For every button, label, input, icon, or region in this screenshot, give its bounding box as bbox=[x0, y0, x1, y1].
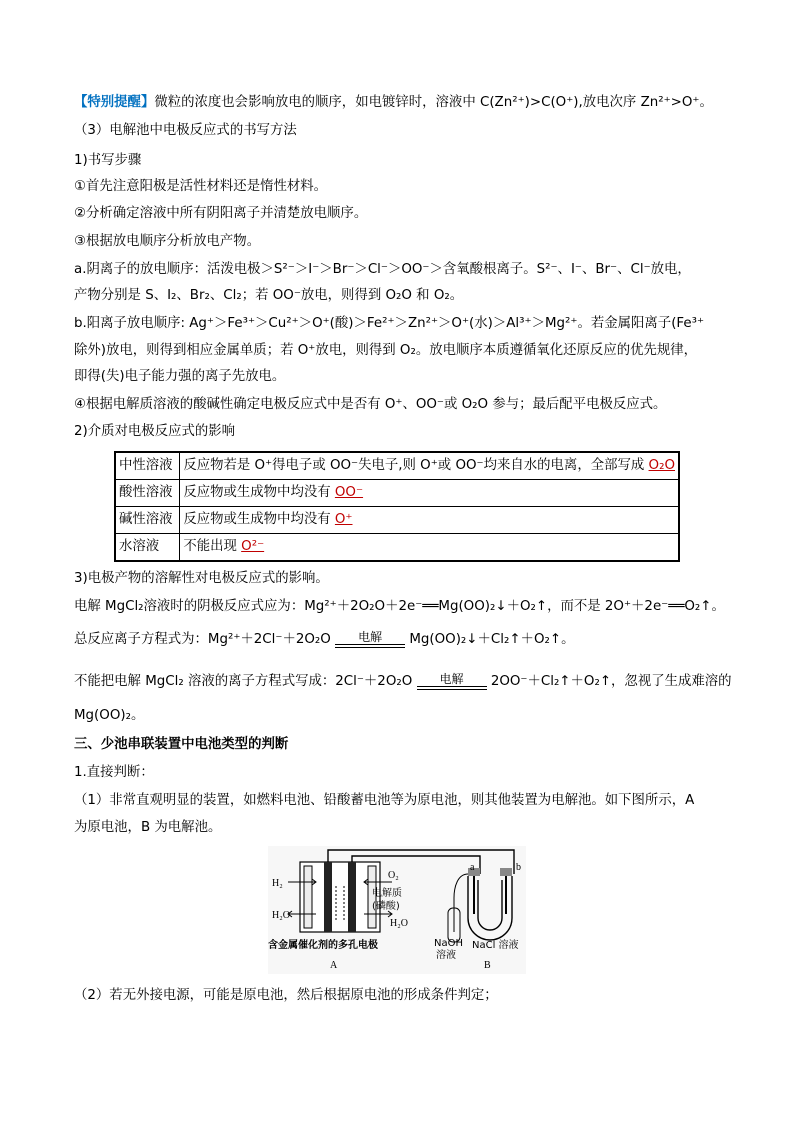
table-row bbox=[115, 534, 679, 562]
anion-order-line-1: a.阴离子的放电顺序：活泼电极＞S²⁻＞I⁻＞Br⁻＞Cl⁻＞OO⁻＞含氧酸根离子。S²⁻、I⁻、Br⁻、Cl⁻放电， bbox=[74, 262, 691, 277]
anion-order-line-2: 产物分别是 S、I₂、Br₂、Cl₂；若 OO⁻放电，则得到 O₂O 和 O₂。 bbox=[74, 288, 464, 303]
row-text: 反应物若是 O⁺得电子或 OO⁻失电子,则 O⁺或 OO⁻均来自水的电离，全部写成 bbox=[183, 458, 649, 473]
cation-order-line-2: 除外)放电，则得到相应金属单质；若 O⁺放电，则得到 O₂。放电顺序本质遵循氧化还原反应的优先规律， bbox=[74, 343, 698, 358]
letter-a: A bbox=[330, 960, 338, 971]
wrong-equation-left: 不能把电解 MgCl₂ 溶液的离子方程式写成：2Cl⁻＋2O₂O bbox=[74, 674, 413, 689]
stopper-right bbox=[500, 868, 512, 876]
electrode-right bbox=[348, 862, 356, 932]
media-effect-table bbox=[114, 451, 680, 562]
media-title: 2)介质对电极反应式的影响 bbox=[74, 424, 236, 439]
row-answer: OO⁻ bbox=[334, 485, 364, 500]
table-key-cell: 水溶液 bbox=[115, 534, 180, 562]
electrolysis-condition-arrow bbox=[335, 630, 405, 648]
step-4: ④根据电解质溶液的酸碱性确定电极反应式中是否有 O⁺、OO⁻或 O₂O 参与；最后配平电极反应式。 bbox=[74, 397, 667, 412]
table-key-cell: 酸性溶液 bbox=[115, 480, 180, 507]
cation-order-line-3: 即得(失)电子能力强的离子先放电。 bbox=[74, 369, 286, 384]
table-row bbox=[115, 480, 679, 507]
row-text: 反应物或生成物中均没有 bbox=[183, 512, 335, 527]
label-o2: O₂ bbox=[388, 870, 399, 881]
battery-figure bbox=[268, 846, 526, 974]
row-text: 不能出现 bbox=[183, 539, 242, 554]
label-naoh: NaOH bbox=[434, 938, 463, 949]
gas-chamber bbox=[304, 866, 312, 928]
condition-text: 电解 bbox=[439, 672, 464, 686]
total-equation-line bbox=[74, 622, 574, 658]
row-text: 反应物或生成物中均没有 bbox=[183, 485, 335, 500]
table-value-cell bbox=[180, 480, 679, 507]
wrong-equation-right: 2OO⁻＋Cl₂↑＋O₂↑，忽视了生成难溶的 bbox=[490, 674, 732, 689]
table-value-cell bbox=[180, 534, 679, 562]
row-answer: O⁺ bbox=[334, 512, 353, 527]
label-h2o-right: H₂O bbox=[390, 918, 408, 929]
label-phosphoric: (磷酸) bbox=[372, 901, 400, 912]
label-solution: 溶液 bbox=[436, 950, 456, 961]
section-title: 三、少池串联装置中电池类型的判断 bbox=[74, 737, 289, 752]
direct-title: 1.直接判断： bbox=[74, 765, 154, 780]
table-row bbox=[115, 507, 679, 534]
table-value-cell bbox=[180, 452, 679, 480]
label-electrolyte: 电解质 bbox=[372, 888, 402, 899]
caption-a: 含金属催化剂的多孔电极 bbox=[268, 940, 378, 951]
steps-title: 1)书写步骤 bbox=[74, 153, 142, 168]
label-nacl: NaCl 溶液 bbox=[472, 940, 519, 951]
table-key-cell: 碱性溶液 bbox=[115, 507, 180, 534]
label-h2: H₂ bbox=[272, 878, 283, 889]
paragraph-2: （2）若无外接电源，可能是原电池，然后根据原电池的形成条件判定； bbox=[74, 988, 498, 1003]
row-answer: O²⁻ bbox=[241, 539, 265, 554]
row-answer: O₂O bbox=[648, 458, 675, 473]
table-row bbox=[115, 452, 679, 480]
table-key-cell: 中性溶液 bbox=[115, 452, 180, 480]
table-value-cell bbox=[180, 507, 679, 534]
delivery-tube bbox=[454, 874, 468, 932]
label-h2o-left: H₂O bbox=[272, 910, 290, 921]
cation-order-line-1: b.阳离子放电顺序: Ag⁺＞Fe³⁺＞Cu²⁺＞O⁺(酸)＞Fe²⁺＞Zn²⁺＞O⁺(水)＞Al³⁺＞Mg²⁺。若金属阳离子(Fe³⁺ bbox=[74, 316, 705, 331]
u-tube-inner bbox=[478, 880, 502, 930]
tip-bracket: 【特别提醒】 bbox=[74, 95, 155, 110]
tip-text: 微粒的浓度也会影响放电的顺序，如电镀锌时，溶液中 C(Zn²⁺)>C(O⁺),放电次序 Zn²⁺>O⁺。 bbox=[154, 95, 713, 110]
step-2: ②分析确定溶液中所有阴阳离子并清楚放电顺序。 bbox=[74, 206, 368, 221]
mgcl2-cathode-line: 电解 MgCl₂溶液时的阴极反应式应为：Mg²⁺＋2O₂O＋2e⁻══Mg(OO)₂↓＋O₂↑，而不是 2O⁺＋2e⁻══O₂↑。 bbox=[74, 599, 725, 614]
letter-b: B bbox=[484, 960, 491, 971]
direct-paragraph-line-2: 为原电池，B 为电解池。 bbox=[74, 820, 222, 835]
direct-paragraph-line-1: （1）非常直观明显的装置，如燃料电池、铅酸蓄电池等为原电池，则其他装置为电解池。如下图所示，A bbox=[74, 793, 695, 808]
label-a: a bbox=[470, 862, 475, 873]
total-equation-right: Mg(OO)₂↓＋Cl₂↑＋O₂↑。 bbox=[409, 632, 575, 647]
total-equation-left: 总反应离子方程式为：Mg²⁺＋2Cl⁻＋2O₂O bbox=[74, 632, 331, 647]
condition-text: 电解 bbox=[358, 630, 383, 644]
step-1: ①首先注意阳极是活性材料还是惰性材料。 bbox=[74, 179, 328, 194]
special-tip bbox=[74, 93, 713, 113]
section-3-title: （3）电解池中电极反应式的书写方法 bbox=[74, 123, 297, 138]
electrolysis-condition-arrow bbox=[417, 672, 487, 690]
wrong-equation-line bbox=[74, 664, 732, 700]
label-b: b bbox=[516, 862, 521, 873]
step-3: ③根据放电顺序分析放电产物。 bbox=[74, 234, 261, 249]
figure-drawing bbox=[268, 846, 526, 974]
wrong-equation-line-2: Mg(OO)₂。 bbox=[74, 708, 145, 723]
electrode-left bbox=[324, 862, 332, 932]
solubility-title: 3)电极产物的溶解性对电极反应式的影响。 bbox=[74, 571, 329, 586]
